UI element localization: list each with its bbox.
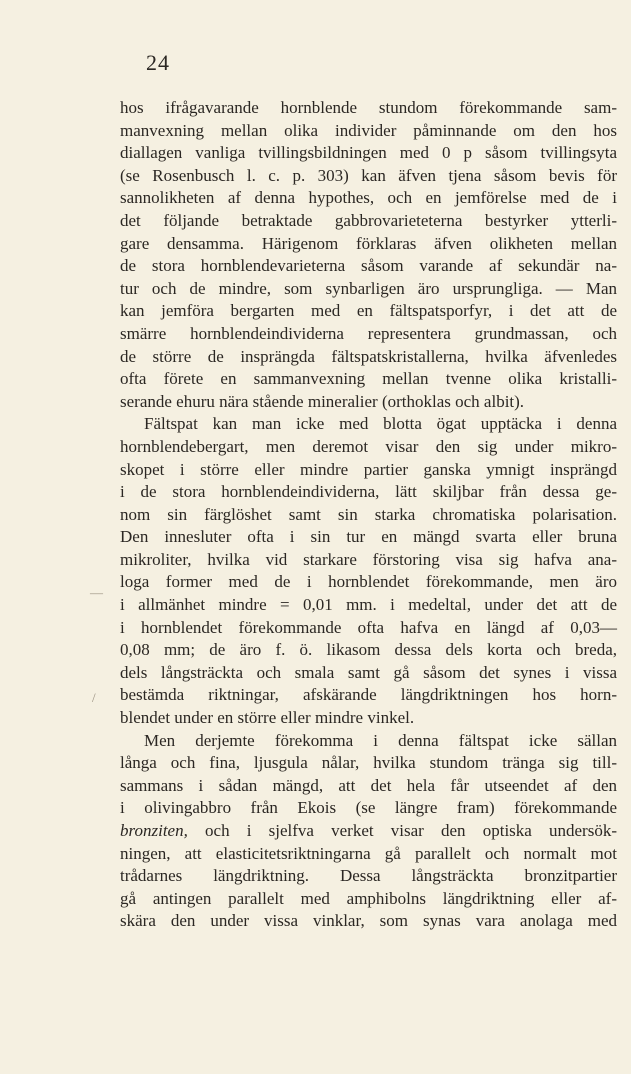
text-line: manvexning mellan olika individer påminnande om den hos (120, 120, 617, 140)
body-text (120, 97, 617, 933)
text-line: i hornblendet förekommande ofta hafva en längd af 0,03— (120, 617, 617, 637)
text-line: mikroliter, hvilka vid starkare förstoring visa sig hafva ana- (120, 549, 617, 569)
text-line: långa och fina, ljusgula nålar, hvilka stundom tränga sig till- (120, 753, 617, 773)
text-line: sannolikheten af denna hypothes, och en jemförelse med de i (120, 188, 617, 208)
text-line: skopet i större eller mindre partier ganska ymnigt insprängd (120, 459, 617, 479)
text-line: i allmänhet mindre = 0,01 mm. i medeltal, under det att de (120, 595, 617, 615)
text-line: i de stora hornblendeindividerna, lätt skiljbar från dessa ge- (120, 482, 617, 502)
text-line: Men derjemte förekomma i denna fältspat icke sällan (144, 730, 617, 750)
text-line: serande ehuru nära stående mineralier (orthoklas och albit). (120, 391, 525, 411)
text-line: nom sin färglöshet samt sin starka chromatiska polarisation. (120, 504, 617, 524)
text-line: loga former med de i hornblendet förekommande, men äro (120, 572, 617, 592)
text-line: Den innesluter ofta i sin tur en mängd svarta eller bruna (120, 527, 617, 547)
text-line: diallagen vanliga tvillingsbildningen med 0 p såsom tvillingsyta (120, 143, 617, 163)
text-line: ofta förete en sammanvexning mellan tvenne olika kristalli- (120, 369, 617, 389)
margin-slash-mark: / (92, 690, 96, 705)
margin-dash-mark: — (90, 585, 103, 600)
text-line: ningen, att elasticitetsriktningarna gå parallelt och normalt mot (120, 843, 617, 863)
text-line: 0,08 mm; de äro f. ö. likasom dessa dels korta och breda, (120, 640, 617, 660)
text-line: skära den under vissa vinklar, som synas vara anolaga med (120, 911, 617, 931)
text-line: (se Rosenbusch l. c. p. 303) kan äfven tjena såsom bevis för (120, 165, 617, 185)
text-line: blendet under en större eller mindre vinkel. (120, 708, 415, 728)
text-line: de större de insprängda fältspatskristallerna, hvilka äfvenledes (120, 346, 617, 366)
text-line: gare densamma. Härigenom förklaras äfven olikheten mellan (120, 233, 617, 253)
text-line: i olivingabbro från Ekois (se längre fram) förekommande (120, 798, 617, 818)
text-line: gå antingen parallelt med amphibolns längdriktning eller af- (120, 888, 617, 908)
text-line: de stora hornblendevarieterna såsom varande af sekundär na- (120, 256, 617, 276)
text-line: dels långsträckta och smala samt gå såsom det synes i vissa (120, 662, 617, 682)
text-line: Fältspat kan man icke med blotta ögat upptäcka i denna (144, 414, 617, 434)
italic-term: bronziten, (120, 821, 188, 840)
page-number: 24 (146, 50, 170, 75)
text-line: bronziten, och i sjelfva verket visar den optiska undersök- (120, 821, 617, 840)
text-line: trådarnes längdriktning. Dessa långsträckta bronzitpartier (120, 866, 617, 886)
text-line: tur och de mindre, som synbarligen äro ursprungliga. — Man (120, 278, 617, 298)
text-line: smärre hornblendeindividerna representera grundmassan, och (120, 323, 617, 343)
text-line: det följande betraktade gabbrovarieteterna bestyrker ytterli- (120, 210, 617, 230)
text-line: bestämda riktningar, afskärande längdriktningen hos horn- (120, 685, 617, 705)
text-line: hornblendebergart, men deremot visar den sig under mikro- (120, 436, 617, 456)
text-line: sammans i sådan mängd, att det hela får utseendet af den (120, 775, 617, 795)
text-line: kan jemföra bergarten med en fältspatsporfyr, i det att de (120, 301, 617, 321)
text-line: hos ifrågavarande hornblende stundom förekommande sam- (120, 98, 617, 117)
